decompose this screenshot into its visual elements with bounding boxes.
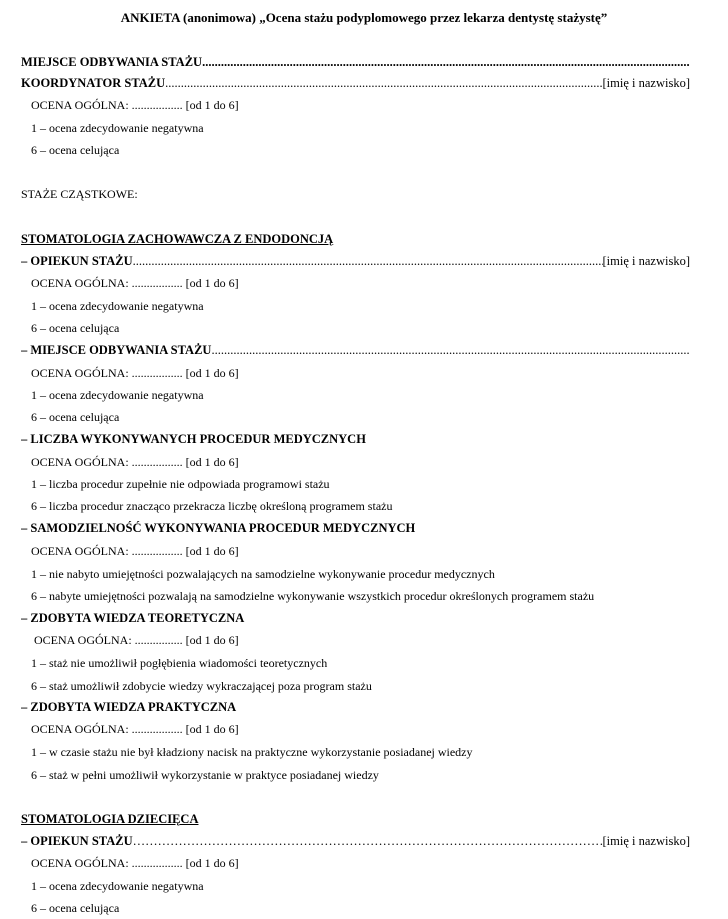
general-rating-high: 6 – ocena celująca bbox=[31, 143, 120, 157]
s2-tutor-rating-high: 6 – ocena celująca bbox=[31, 901, 120, 915]
s1-independence-label: – SAMODZIELNOŚĆ WYKONYWANIA PROCEDUR MEDYCZNYCH bbox=[21, 521, 416, 535]
s1-count-rating[interactable]: OCENA OGÓLNA: ................. [od 1 do 6] bbox=[31, 455, 239, 469]
general-coordinator-dots bbox=[165, 75, 602, 91]
s1-place-rating-high: 6 – ocena celująca bbox=[31, 410, 120, 424]
document-title: ANKIETA (anonimowa) „Ocena stażu podyplomowego przez lekarza dentystę stażystę” bbox=[120, 10, 608, 25]
s1-place-dots bbox=[211, 342, 690, 358]
general-place-label: MIEJSCE ODBYWANIA STAŻU bbox=[21, 55, 203, 69]
s1-practice-rating-high: 6 – staż w pełni umożliwił wykorzystanie w praktyce posiadanej wiedzy bbox=[31, 768, 379, 782]
s1-practice-field bbox=[21, 699, 690, 715]
s1-tutor-rating[interactable]: OCENA OGÓLNA: ................. [od 1 do 6] bbox=[31, 276, 239, 290]
s1-place-field[interactable] bbox=[21, 342, 690, 358]
s1-tutor-rating-high: 6 – ocena celująca bbox=[31, 321, 120, 335]
s2-tutor-dots bbox=[133, 833, 603, 849]
s1-tutor-rating-low: 1 – ocena zdecydowanie negatywna bbox=[31, 299, 204, 313]
s1-count-field bbox=[21, 431, 690, 447]
s1-tutor-dots bbox=[133, 253, 603, 269]
s1-practice-rating-low: 1 – w czasie stażu nie był kładziony nacisk na praktyczne wykorzystanie posiadanej wiedzy bbox=[31, 745, 473, 759]
general-coordinator-field[interactable] bbox=[21, 75, 690, 91]
general-place-field[interactable] bbox=[21, 54, 690, 70]
s1-practice-rating[interactable]: OCENA OGÓLNA: ................. [od 1 do 6] bbox=[31, 722, 239, 736]
s1-count-label: – LICZBA WYKONYWANYCH PROCEDUR MEDYCZNYCH bbox=[21, 432, 366, 446]
s1-practice-label: – ZDOBYTA WIEDZA PRAKTYCZNA bbox=[21, 700, 237, 714]
s1-theory-rating-low: 1 – staż nie umożliwił pogłębienia wiadomości teoretycznych bbox=[31, 656, 328, 670]
s1-count-rating-high: 6 – liczba procedur znacząco przekracza liczbę określoną programem stażu bbox=[31, 499, 393, 513]
s1-independence-rating[interactable]: OCENA OGÓLNA: ................. [od 1 do 6] bbox=[31, 544, 239, 558]
section-conservative-heading: STOMATOLOGIA ZACHOWAWCZA Z ENDODONCJĄ bbox=[21, 232, 334, 246]
s1-independence-field bbox=[21, 520, 690, 536]
general-coordinator-label: KOORDYNATOR STAŻU bbox=[21, 76, 166, 90]
general-rating-low: 1 – ocena zdecydowanie negatywna bbox=[31, 121, 204, 135]
partial-internships-label: STAŻE CZĄSTKOWE: bbox=[21, 187, 138, 201]
s2-tutor-label: – OPIEKUN STAŻU bbox=[21, 834, 133, 848]
s1-tutor-label: – OPIEKUN STAŻU bbox=[21, 254, 133, 268]
s1-place-rating-low: 1 – ocena zdecydowanie negatywna bbox=[31, 388, 204, 402]
s1-tutor-field[interactable] bbox=[21, 253, 690, 269]
s1-independence-rating-high: 6 – nabyte umiejętności pozwalają na samodzielne wykonywanie wszystkich procedur określonych programem stażu bbox=[31, 589, 595, 603]
s1-place-label: – MIEJSCE ODBYWANIA STAŻU bbox=[21, 343, 212, 357]
s2-tutor-hint: [imię i nazwisko] bbox=[602, 834, 690, 848]
s1-theory-rating[interactable]: OCENA OGÓLNA: ................ [od 1 do 6] bbox=[34, 633, 239, 647]
s1-tutor-hint: [imię i nazwisko] bbox=[602, 254, 690, 268]
s1-count-rating-low: 1 – liczba procedur zupełnie nie odpowiada programowi stażu bbox=[31, 477, 330, 491]
general-place-dots bbox=[202, 54, 690, 70]
s1-theory-rating-high: 6 – staż umożliwił zdobycie wiedzy wykraczającej poza program stażu bbox=[31, 679, 372, 693]
general-rating[interactable]: OCENA OGÓLNA: ................. [od 1 do 6] bbox=[31, 98, 239, 112]
section-pediatric-heading: STOMATOLOGIA DZIECIĘCA bbox=[21, 812, 199, 826]
general-coordinator-hint: [imię i nazwisko] bbox=[602, 76, 690, 90]
s2-tutor-field[interactable] bbox=[21, 833, 690, 849]
s1-independence-rating-low: 1 – nie nabyto umiejętności pozwalających na samodzielne wykonywanie procedur medycznych bbox=[31, 567, 495, 581]
s1-theory-label: – ZDOBYTA WIEDZA TEORETYCZNA bbox=[21, 611, 245, 625]
s2-tutor-rating-low: 1 – ocena zdecydowanie negatywna bbox=[31, 879, 204, 893]
s2-tutor-rating[interactable]: OCENA OGÓLNA: ................. [od 1 do 6] bbox=[31, 856, 239, 870]
s1-place-rating[interactable]: OCENA OGÓLNA: ................. [od 1 do 6] bbox=[31, 366, 239, 380]
s1-theory-field bbox=[21, 610, 690, 626]
